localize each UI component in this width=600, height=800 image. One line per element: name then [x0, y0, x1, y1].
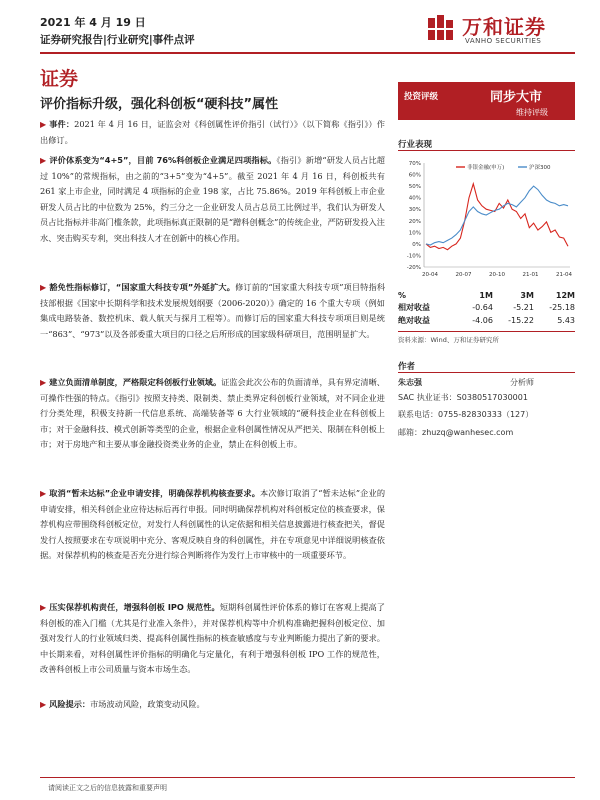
x-tick-label: 20-07	[455, 272, 472, 278]
table-header-cell: 3M	[520, 291, 534, 300]
paragraph-negative-list	[40, 375, 385, 453]
y-tick-label: 0%	[412, 241, 421, 248]
performance-title: 行业表现	[398, 140, 433, 150]
author-title-text: 分析师	[510, 378, 534, 387]
bullet-arrow-icon: ▶	[40, 283, 47, 292]
bullet-arrow-icon: ▶	[40, 378, 47, 387]
row-label: 绝对收益	[398, 316, 430, 325]
logo-mark-icon	[426, 14, 456, 44]
series-line-csi300	[426, 186, 568, 245]
header-rule	[40, 52, 575, 54]
logo-text: 万和证券	[462, 15, 546, 39]
table-cell: 5.43	[557, 316, 575, 325]
logo-english-text: VANHO SECURITIES	[465, 37, 542, 45]
y-tick-label: -20%	[406, 265, 421, 271]
performance-rule	[398, 150, 575, 151]
paragraph-text: 市场波动风险，政策变动风险。	[90, 699, 205, 709]
bullet-arrow-icon: ▶	[40, 700, 47, 709]
paragraph-risk	[40, 697, 385, 713]
table-row	[398, 301, 575, 314]
report-date: 2021 年 4 月 19 日	[40, 16, 146, 29]
table-header-cell: 1M	[479, 291, 493, 300]
y-tick-label: 20%	[408, 218, 421, 225]
author-phone: 联系电话：0755-82830333（127）	[398, 410, 534, 419]
paragraph-lead: 取消“暂未达标”企业申请安排，明确保荐机构核查要求。	[49, 488, 261, 498]
sector-title: 证券	[40, 68, 79, 90]
paragraph-text: 修订前的“国家重大科技专项”项目特指科技部根据《国家中长期科学和技术发展规划纲要（2006-2020）》确定的 16 个重大专项（例如集成电路装备、数控机床、载人航天与探月工程等）。而修订后的国家重大科技专项项目则是统一“863”、“973”以及各部委重大项目的口径之后所形成的国家级科研项目，范围明显扩大。	[40, 282, 386, 339]
table-header-row	[398, 290, 575, 301]
table-cell: -4.06	[472, 316, 493, 325]
performance-table	[398, 290, 575, 327]
y-tick-label: 50%	[408, 184, 421, 191]
paragraph-lead: 事件：	[49, 119, 75, 129]
table-rule	[398, 331, 575, 332]
author-block	[398, 376, 575, 440]
paragraph-text: 2021 年 4 月 16 日，证监会对《科创属性评价指引（试行）》（以下简称《指引》）作出修订。	[40, 119, 385, 145]
company-logo	[426, 10, 576, 50]
paragraph-text: 证监会此次公布的负面清单，具有界定清晰、可操作性强的特点。《指引》按照支持类、限制类、禁止类界定科创板行业领域，对不同企业进行分类处理，积极支持新一代信息系统、高端装备等 6 大行业领域的“硬科技企业在科创板上市；对于金融科技、模式创新等类型的企业，根据企业科创属性情况从严把关、限制在科创板上市；对于房地产和主要从事金融投资类业务的企业，禁止在科创板上市。	[40, 377, 385, 450]
table-header-cell: %	[398, 291, 407, 300]
y-tick-label: 70%	[408, 161, 421, 167]
x-tick-label: 20-04	[422, 272, 438, 278]
rating-status: 维持评级	[516, 108, 548, 117]
y-tick-label: 40%	[408, 195, 421, 202]
bullet-arrow-icon: ▶	[40, 120, 47, 129]
paragraph-text: 短期科创属性评价体系的修订在客观上提高了科创板的准入门槛（尤其是行业准入条件），并对保荐机构等中介机构准确把握科创板定位、加强对发行人的行业领域归类、提高科创属性指标的核查敏感度与专业判断能力提出了新的要求。中长期来看，对科创属性评价指标的明确化与定量化，有利于增强科创板 IPO 工作的规范性，改善科创板上市公司质量与资本市场生态。	[40, 602, 385, 675]
bullet-arrow-icon: ▶	[40, 489, 47, 498]
footer-rule	[40, 777, 575, 778]
row-label: 相对收益	[398, 303, 430, 312]
paragraph-lead: 豁免性指标修订，“国家重大科技专项”外延扩大。	[49, 282, 236, 292]
performance-chart	[398, 155, 575, 287]
performance-table-wrap	[398, 290, 575, 327]
paragraph-lead: 建立负面清单制度，严格限定科创板行业领域。	[49, 377, 222, 387]
legend-label: 沪深300	[529, 165, 551, 171]
table-row	[398, 314, 575, 327]
paragraph-event	[40, 117, 385, 148]
rating-box	[398, 82, 575, 120]
paragraph-text: 《指引》新增“研发人员占比超过 10%”的常规指标，由之前的“3+5”变为“4+5”。截至 2021 年 4 月 16 日，科创板共有 261 家上市企业，同时满足 4 项指标的企业 198 家，占比 75.86%。2019 年科创板上市企业研发人员占比的中位数为 25%，约三分之一企业研发人员占总员工比例过半，我们认为研发人员占比指标并非高门槛条款，此项指标真正限制的是“蹭科创概念”的传统企业，严防研发投入注水、突击购买专利，突出科技人才在创新中的核心作用。	[40, 155, 385, 243]
footer-disclaimer: 请阅读正文之后的信息披露和重要声明	[48, 784, 167, 792]
paragraph-sponsor-check	[40, 486, 385, 564]
report-headline: 评价指标升级，强化科创板“硬科技”属性	[40, 97, 279, 112]
report-type: 证券研究报告|行业研究|事件点评	[40, 34, 195, 46]
series-line-nonbank-finance	[426, 184, 568, 250]
table-header-cell: 12M	[555, 291, 575, 300]
table-cell: -0.64	[472, 303, 493, 312]
chart-canvas	[398, 155, 575, 287]
paragraph-text: 本次修订取消了“暂未达标”企业的申请安排，相关科创企业应待达标后再行申报。同时明确保荐机构对科创板定位的核查要求，保荐机构应带围绕科创板定位，对发行人科创属性的认定依据和相关信息披露进行核查把关，督促发行人按照要求在专项说明中充分、客观反映自身的科创属性，并在专项意见中详细说明核查依据。对保荐机构的核查是否充分进行综合判断将作为发行上市审核中的一项重要环节。	[40, 488, 386, 561]
paragraph-lead: 风险提示：	[49, 699, 91, 709]
rating-label: 投资评级	[404, 92, 439, 102]
author-title: 作者	[398, 362, 416, 372]
bullet-arrow-icon: ▶	[40, 603, 47, 612]
paragraph-lead: 压实保荐机构责任，增强科创板 IPO 规范性。	[49, 602, 220, 612]
paragraph-evaluation-system	[40, 153, 385, 247]
source-note: 资料来源：Wind、万和证券研究所	[398, 336, 499, 344]
y-tick-label: 10%	[408, 230, 421, 237]
legend-label: 非银金融(申万)	[467, 165, 505, 171]
author-name: 朱志强	[398, 378, 422, 387]
author-cert: SAC 执业证书：S0380517030001	[398, 392, 528, 402]
author-name-row	[398, 376, 575, 391]
rating-value: 同步大市	[490, 90, 543, 105]
paragraph-lead: 评价体系变为“4+5”，目前 76%科创板企业满足四项指标。	[49, 155, 277, 165]
y-tick-label: -10%	[406, 253, 421, 260]
author-rule	[398, 372, 575, 373]
author-email: 邮箱：zhuzq@wanhesec.com	[398, 427, 514, 437]
y-tick-label: 30%	[408, 207, 421, 214]
x-tick-label: 21-04	[556, 272, 572, 278]
x-tick-label: 20-10	[489, 272, 505, 278]
x-tick-label: 21-01	[522, 272, 539, 278]
table-cell: -5.21	[513, 303, 534, 312]
table-cell: -15.22	[508, 316, 534, 325]
paragraph-exemption-index	[40, 280, 385, 342]
bullet-arrow-icon: ▶	[40, 156, 47, 165]
y-tick-label: 60%	[408, 172, 421, 179]
table-cell: -25.18	[549, 303, 575, 312]
paragraph-sponsor-responsibility	[40, 600, 385, 678]
